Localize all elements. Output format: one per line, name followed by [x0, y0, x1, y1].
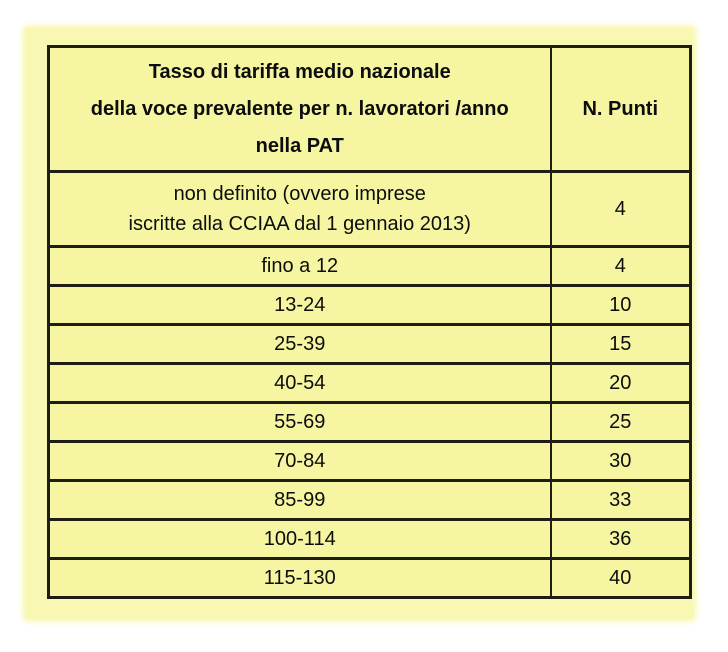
- header-row: [49, 47, 691, 172]
- row-label: [49, 559, 551, 598]
- row-label: [49, 247, 551, 286]
- header-line-3: nella PAT: [255, 134, 344, 157]
- row-points: 15: [551, 325, 691, 364]
- row-points: 36: [551, 520, 691, 559]
- row-points: 25: [551, 403, 691, 442]
- yellow-panel: [25, 28, 694, 619]
- row-points: 20: [551, 364, 691, 403]
- row-label-line: 55-69: [274, 410, 326, 433]
- header-col-punti: N. Punti: [551, 47, 691, 172]
- table-row: [49, 481, 691, 520]
- table-row: [49, 403, 691, 442]
- header-line-2: della voce prevalente per n. lavoratori /anno: [90, 97, 509, 120]
- table-row: [49, 247, 691, 286]
- row-label: [49, 520, 551, 559]
- row-label-line: 100-114: [263, 527, 336, 550]
- header-line-1: Tasso di tariffa medio nazionale: [148, 60, 451, 83]
- row-label-line: 115-130: [263, 566, 336, 589]
- row-points: 10: [551, 286, 691, 325]
- row-points: 30: [551, 442, 691, 481]
- row-label-line: fino a 12: [261, 254, 339, 277]
- row-label: [49, 481, 551, 520]
- row-label: [49, 172, 551, 247]
- row-label-line: 70-84: [274, 449, 326, 472]
- row-label-line: non definito (ovvero imprese: [173, 183, 426, 205]
- points-table: [47, 45, 692, 599]
- header-col-tariffa: [49, 47, 551, 172]
- table-row: [49, 172, 691, 247]
- table-row: [49, 325, 691, 364]
- table-row: [49, 286, 691, 325]
- row-points: 33: [551, 481, 691, 520]
- row-label-line: 85-99: [274, 488, 326, 511]
- row-label-line: 40-54: [274, 371, 326, 394]
- row-points: 40: [551, 559, 691, 598]
- table-row: [49, 559, 691, 598]
- row-points: 4: [551, 247, 691, 286]
- row-label: [49, 403, 551, 442]
- row-label: [49, 442, 551, 481]
- table-row: [49, 364, 691, 403]
- table-row: [49, 442, 691, 481]
- row-label: [49, 325, 551, 364]
- table-row: [49, 520, 691, 559]
- row-label-line: 13-24: [274, 293, 326, 316]
- row-points: 4: [551, 172, 691, 247]
- row-label-line: iscritte alla CCIAA dal 1 gennaio 2013): [128, 213, 471, 235]
- row-label: [49, 286, 551, 325]
- row-label: [49, 364, 551, 403]
- row-label-line: 25-39: [274, 332, 326, 355]
- table-body: [49, 172, 691, 598]
